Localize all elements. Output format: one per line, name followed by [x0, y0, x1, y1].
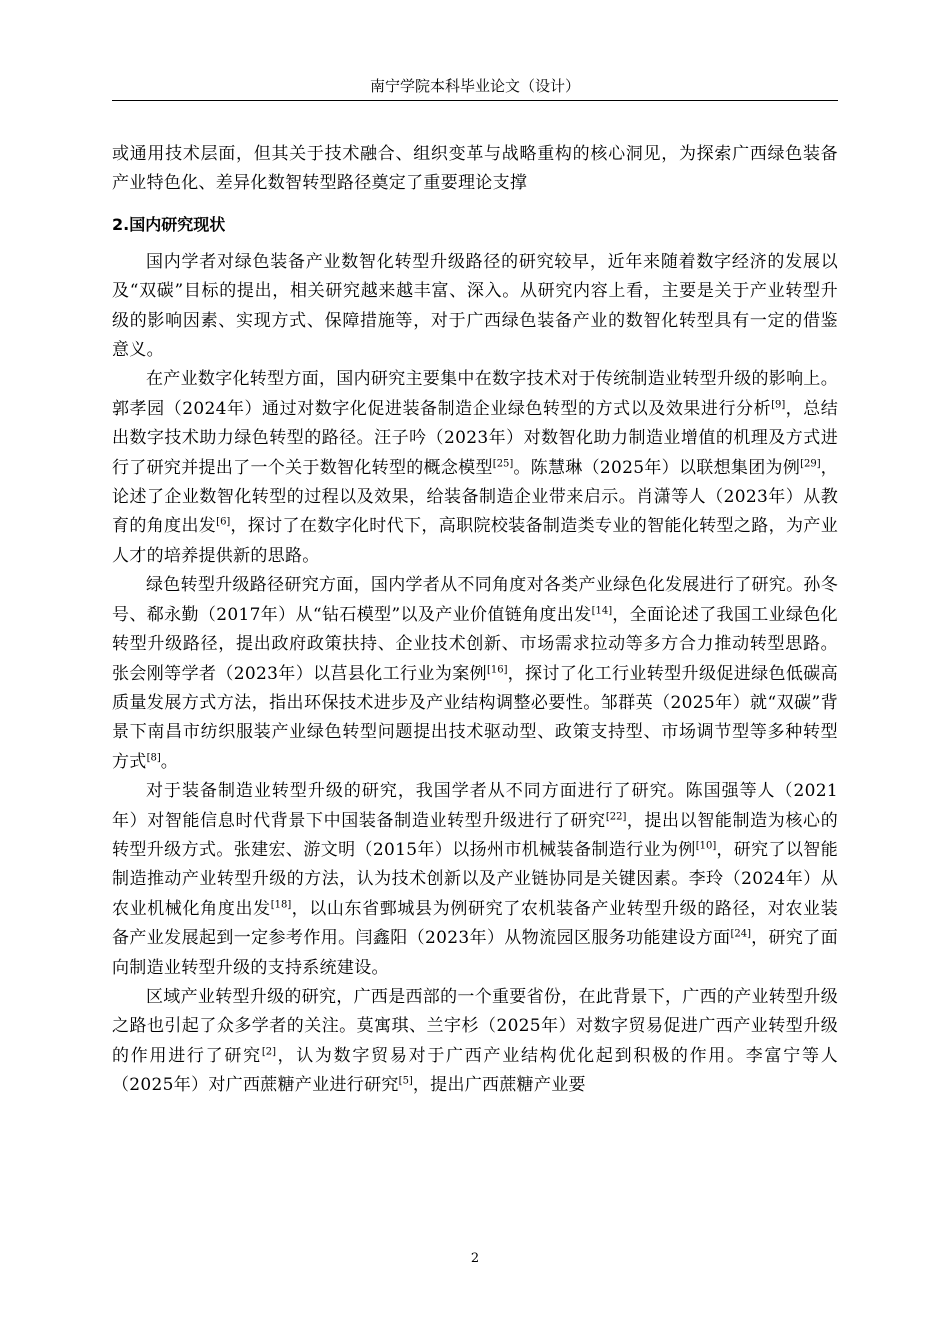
paragraph-3	[112, 571, 838, 777]
paragraph-text: 绿色转型升级路径研究方面，国内学者从不同角度对各类产业绿色化发展进行了研究。孙冬号、郗永勤（2017年）从“钻石模型”以及产业价值链角度出发	[112, 575, 838, 625]
paragraph-text: 在产业数字化转型方面，国内研究主要集中在数字技术对于传统制造业转型升级的影响上。郭孝园（2024年）通过对数字化促进装备制造企业绿色转型的方式以及效果进行分析	[112, 369, 838, 419]
paragraph-text: 对于装备制造业转型升级的研究，我国学者从不同方面进行了研究。陈国强等人（2021年）对智能信息时代背景下中国装备制造业转型升级进行了研究	[112, 781, 838, 831]
paragraph-text: ，总结出数字技术助力绿色转型的路径。汪子吟（2023年）对数智化助力制造业增值的机理及方式进行了研究并提出了一个关于数智化转型的概念模型	[112, 398, 838, 478]
citation-ref: [29]	[800, 458, 821, 469]
citation-ref: [25]	[492, 458, 514, 469]
paragraph-continued: 或通用技术层面，但其关于技术融合、组织变革与战略重构的核心洞见，为探索广西绿色装备产业特色化、差异化数智转型路径奠定了重要理论支撑	[112, 144, 838, 194]
page-number: 2	[470, 1251, 480, 1266]
paragraph-text: ，认为数字贸易对于广西产业结构优化起到积极的作用。李富宁等人（2025年）对广西蔗糖产业进行研究	[112, 1045, 838, 1096]
paragraph-text: ，提出广西蔗糖产业要	[412, 1075, 586, 1096]
paragraph-text: ，研究了面向制造业转型升级的支持系统建设。	[112, 928, 838, 978]
paragraph-2	[112, 365, 838, 571]
section-heading: 2.国内研究现状	[112, 214, 226, 234]
paragraph-text: ，提出以智能制造为核心的转型升级方式。张建宏、游文明（2015年）以扬州市机械装备制造行业为例	[112, 810, 838, 860]
citation-ref: [18]	[270, 899, 292, 911]
citation-ref: [8]	[146, 752, 161, 764]
paragraph-text: ，以山东省鄄城县为例研究了农机装备产业转型升级的路径，对农业装备产业发展起到一定参考作用。闫鑫阳（2023年）从物流园区服务功能建设方面	[112, 898, 838, 949]
paragraph-text: ，全面论述了我国工业绿色化转型升级路径，提出政府政策扶持、企业技术创新、市场需求拉动等多方合力推动转型思路。张会刚等学者（2023年）以莒县化工行业为案例	[112, 604, 838, 684]
citation-ref: [24]	[730, 928, 752, 940]
citation-ref: [14]	[591, 605, 613, 617]
citation-ref: [5]	[398, 1075, 413, 1087]
paragraph-1: 国内学者对绿色装备产业数智化转型升级路径的研究较早，近年来随着数字经济的发展以及“双碳”目标的提出，相关研究越来越丰富、深入。从研究内容上看，主要是关于产业转型升级的影响因素、实现方式、保障措施等，对于广西绿色装备产业的数智化转型具有一定的借鉴意义。	[112, 251, 838, 361]
paragraph-4	[112, 777, 838, 983]
paragraph-text: ，研究了以智能制造推动产业转型升级的方法，认为技术创新以及产业链协同是关键因素。李玲（2024年）从农业机械化角度出发	[112, 839, 838, 919]
paragraph-text: 。陈慧琳（2025年）以联想集团为例	[513, 457, 801, 478]
paragraph-text: ，探讨了在数字化时代下，高职院校装备制造类专业的智能化转型之路，为产业人才的培养提供新的思路。	[112, 516, 838, 566]
citation-ref: [16]	[487, 663, 508, 675]
citation-ref: [22]	[605, 810, 627, 822]
citation-ref: [10]	[695, 840, 717, 852]
running-header: 南宁学院本科毕业论文（设计）	[369, 77, 580, 95]
citation-ref: [9]	[771, 399, 786, 411]
paragraph-5	[112, 983, 838, 1101]
paragraph-text: ，探讨了化工行业转型升级促进绿色低碳高质量发展方式方法，指出环保技术进步及产业结构调整必要性。邹群英（2025年）就“双碳”背景下南昌市纺织服装产业绿色转型问题提出技术驱动型、政策支持型、市场调节型等多种转型方式	[112, 663, 838, 772]
paragraph-text: ，论述了企业数智化转型的过程以及效果，给装备制造企业带来启示。肖潇等人（2023年）从教育的角度出发	[112, 457, 838, 537]
citation-ref: [2]	[261, 1046, 277, 1058]
paragraph-text: 区域产业转型升级的研究，广西是西部的一个重要省份，在此背景下，广西的产业转型升级之路也引起了众多学者的关注。莫寓琪、兰宇杉（2025年）对数字贸易促进广西产业转型升级的作用进行了研究	[112, 986, 838, 1066]
citation-ref: [6]	[216, 516, 231, 528]
page-body	[112, 140, 838, 1101]
paragraph-text: 。	[160, 751, 179, 772]
header-rule	[112, 100, 838, 101]
